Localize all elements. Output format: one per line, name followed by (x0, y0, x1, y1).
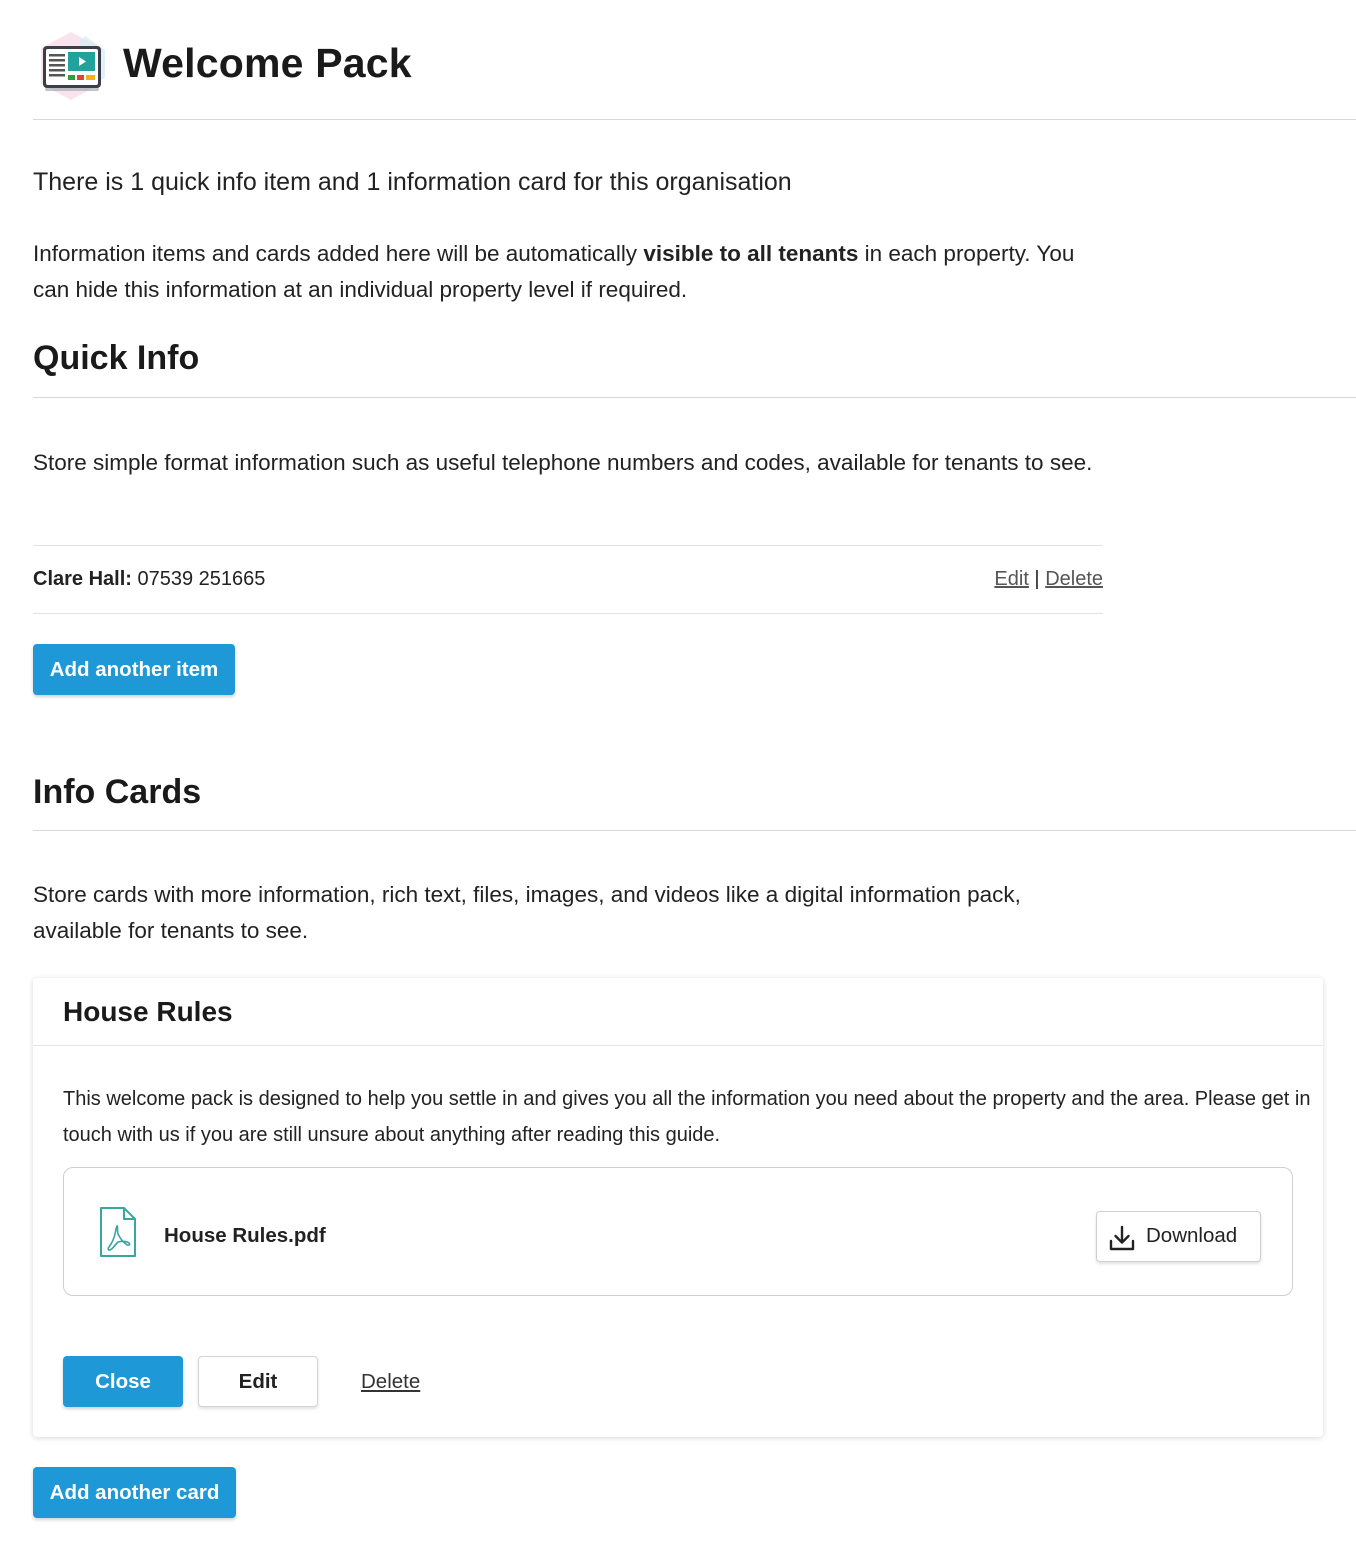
intro-text-bold: visible to all tenants (643, 241, 859, 266)
info-cards-description: Store cards with more information, rich text, files, images, and videos like a digital information pack, available for tenants to see. (33, 882, 1021, 943)
quick-info-delete-link[interactable]: Delete (1045, 568, 1103, 590)
attached-file (63, 1167, 1293, 1296)
info-card-title: House Rules (63, 996, 233, 1027)
welcome-pack-screen-icon (35, 30, 107, 102)
delete-card-link[interactable]: Delete (361, 1370, 421, 1393)
download-button[interactable] (1096, 1211, 1261, 1262)
quick-info-item-actions (994, 568, 1103, 591)
info-card-body: This welcome pack is designed to help you settle in and gives you all the information you need about the property and the area. Please get in touch with us if you are still unsure about anything after reading this guide. (63, 1088, 1311, 1146)
add-another-item-button[interactable]: Add another item (33, 644, 235, 695)
download-label: Download (1146, 1224, 1238, 1247)
intro-text-before: Information items and cards added here will be automatically (33, 241, 644, 266)
close-card-button[interactable]: Close (63, 1356, 183, 1407)
quick-info-item-value: 07539 251665 (131, 568, 266, 590)
info-cards-heading: Info Cards (33, 773, 202, 811)
pdf-file-icon (98, 1206, 138, 1258)
quick-info-description: Store simple format information such as useful telephone numbers and codes, available for tenants to see. (33, 450, 1093, 475)
edit-card-button[interactable]: Edit (198, 1356, 318, 1407)
intro-text (33, 236, 1113, 308)
header-divider (33, 119, 1356, 120)
quick-info-item-text (33, 568, 265, 591)
quick-info-item-label: Clare Hall: (33, 568, 132, 590)
info-cards-divider (33, 830, 1356, 831)
file-name: House Rules.pdf (164, 1224, 326, 1247)
add-another-card-button[interactable]: Add another card (33, 1467, 236, 1518)
quick-info-item (33, 545, 1103, 614)
info-card-divider (33, 1045, 1323, 1046)
download-icon (1109, 1225, 1135, 1251)
actions-separator: | (1028, 568, 1046, 590)
page-header (33, 28, 1356, 104)
summary-text: There is 1 quick info item and 1 information card for this organisation (33, 168, 792, 196)
page-title: Welcome Pack (123, 40, 412, 86)
intro-text-after: in each property. You can hide this information at an individual property level if required. (33, 241, 1075, 302)
info-card-house-rules (33, 978, 1323, 1437)
quick-info-divider (33, 397, 1356, 398)
quick-info-edit-link[interactable]: Edit (994, 568, 1029, 590)
quick-info-heading: Quick Info (33, 339, 200, 377)
